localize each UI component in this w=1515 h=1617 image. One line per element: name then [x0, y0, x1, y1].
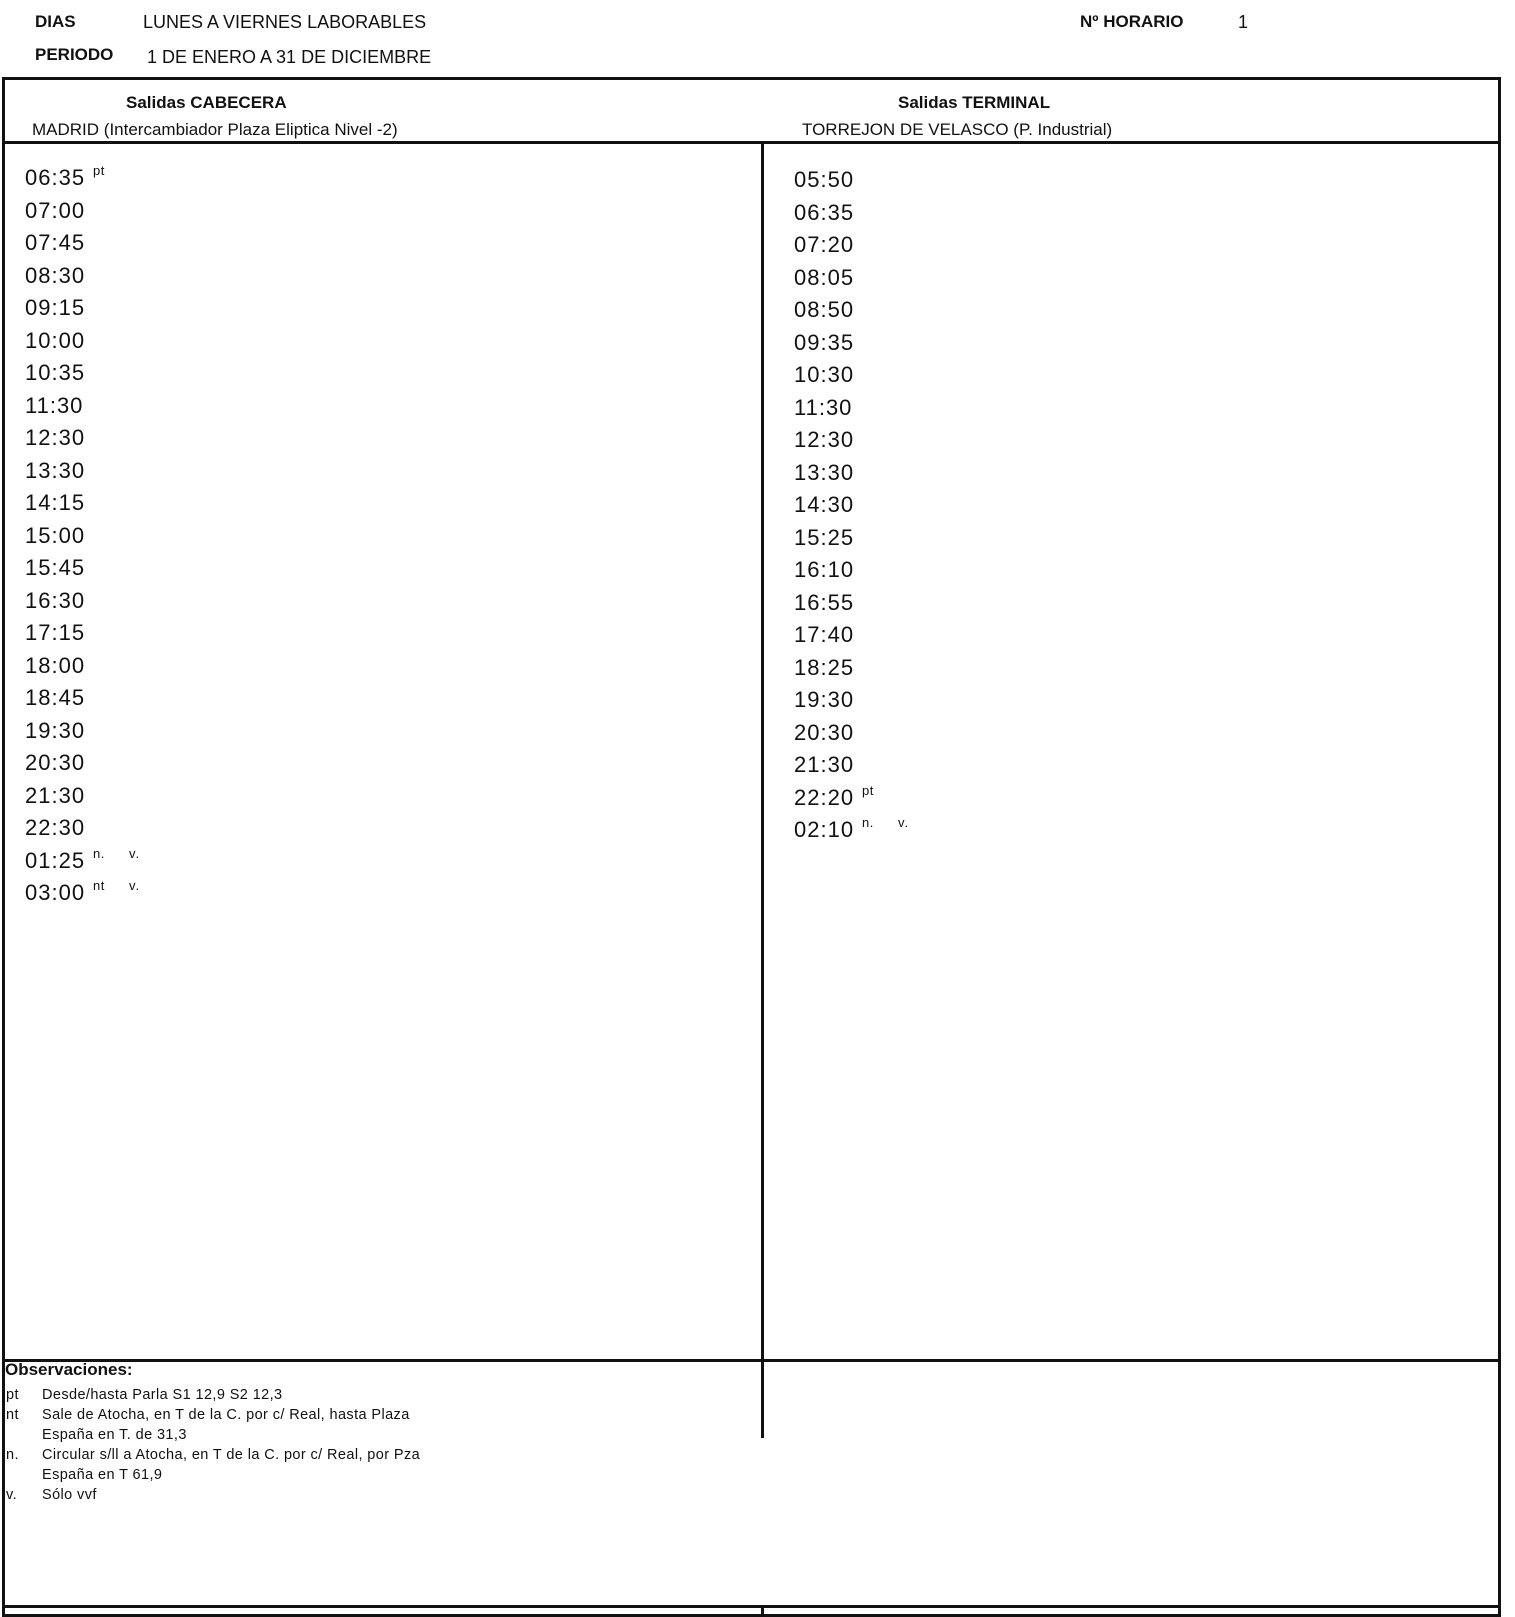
- time-note: nt: [93, 878, 105, 893]
- observation-text: Sale de Atocha, en T de la C. por c/ Real, hasta Plaza España en T. de 31,3: [42, 1407, 410, 1443]
- departure-time: 08:30: [25, 262, 86, 288]
- time-row: [25, 328, 85, 361]
- observation-item: [6, 1485, 420, 1505]
- observation-text: Sólo vvf: [42, 1487, 97, 1503]
- observation-code: nt: [6, 1407, 19, 1423]
- time-row: [794, 330, 854, 363]
- time-row: [794, 167, 854, 200]
- cabecera-title: [126, 93, 287, 113]
- departure-time: 16:10: [794, 557, 855, 582]
- departure-time: 22:30: [25, 815, 86, 840]
- departure-time: 18:25: [794, 654, 855, 680]
- departure-time: 17:40: [794, 622, 855, 647]
- time-row: [794, 297, 854, 330]
- time-row: [25, 653, 85, 686]
- cabecera-title-main: CABECERA: [190, 93, 287, 112]
- time-row: [794, 460, 854, 493]
- periodo-label: PERIODO: [35, 45, 114, 64]
- time-row: [794, 590, 854, 623]
- time-row: [794, 427, 854, 460]
- terminal-stop: TORREJON DE VELASCO (P. Industrial): [802, 120, 1113, 139]
- departure-time: 17:15: [25, 620, 86, 645]
- departure-time: 21:30: [794, 752, 855, 777]
- time-row: [794, 752, 854, 785]
- departure-time: 11:30: [25, 392, 84, 418]
- departure-time: 12:30: [794, 427, 855, 452]
- time-row: [25, 588, 85, 621]
- terminal-times-list: [794, 167, 910, 850]
- time-row: [25, 783, 85, 816]
- time-row: [794, 622, 854, 655]
- departure-time: 14:30: [794, 492, 855, 517]
- departure-time: 07:00: [25, 197, 86, 223]
- observaciones-title: Observaciones:: [5, 1360, 133, 1379]
- time-row: [25, 750, 85, 783]
- horario-value: 1: [1238, 12, 1249, 32]
- observaciones-list: [6, 1385, 420, 1505]
- observation-item: [6, 1405, 420, 1445]
- time-note: n.: [93, 845, 105, 861]
- terminal-title-main: TERMINAL: [962, 93, 1051, 112]
- observation-code: v.: [6, 1487, 18, 1503]
- time-note-secondary: v.: [129, 845, 141, 861]
- time-row: [25, 393, 85, 426]
- observation-code: pt: [6, 1387, 19, 1403]
- departure-time: 05:50: [794, 167, 855, 192]
- departure-time: 01:25: [25, 847, 86, 873]
- departure-time: 07:20: [794, 232, 855, 257]
- departure-time: 20:30: [25, 750, 86, 775]
- departure-time: 14:15: [25, 490, 86, 515]
- departure-time: 15:00: [25, 522, 86, 548]
- departure-time: 12:30: [25, 425, 86, 450]
- departure-time: 08:05: [794, 264, 855, 290]
- departure-time: 21:30: [25, 782, 86, 808]
- departure-time: 19:30: [25, 717, 86, 743]
- departure-time: 18:00: [25, 652, 86, 678]
- time-row: [25, 263, 85, 296]
- observation-code: n.: [6, 1447, 19, 1463]
- time-row: [794, 200, 854, 233]
- time-row: [794, 557, 854, 590]
- departure-time: 11:30: [794, 394, 853, 420]
- time-row: [25, 620, 85, 653]
- departure-time: 10:35: [25, 360, 86, 385]
- observation-text: Desde/hasta Parla S1 12,9 S2 12,3: [42, 1387, 283, 1403]
- departure-time: 06:35: [25, 165, 86, 190]
- time-note-secondary: v.: [898, 815, 910, 830]
- time-row: [794, 362, 854, 395]
- time-row: [794, 525, 854, 558]
- time-row: [25, 198, 85, 231]
- departure-time: 22:20: [794, 784, 855, 810]
- cabecera-title-prefix: Salidas: [126, 93, 191, 112]
- time-row: [25, 718, 85, 751]
- time-row: [25, 555, 85, 588]
- time-row: [794, 687, 854, 720]
- horario-label: Nº HORARIO: [1080, 12, 1184, 31]
- time-row: [25, 815, 85, 848]
- column-divider: [761, 143, 764, 1438]
- observations-divider: [5, 1359, 1498, 1362]
- time-row: [25, 425, 85, 458]
- time-note: n.: [862, 815, 874, 830]
- time-row: [25, 230, 85, 263]
- time-row: [25, 878, 141, 913]
- departure-time: 08:50: [794, 297, 855, 322]
- departure-time: 13:30: [794, 459, 855, 485]
- departure-time: 18:45: [25, 685, 86, 710]
- departure-time: 20:30: [794, 719, 855, 745]
- observation-text: Circular s/ll a Atocha, en T de la C. por c/ Real, por Pza España en T 61,9: [42, 1447, 421, 1483]
- departure-time: 10:30: [794, 362, 855, 387]
- time-row: [25, 490, 85, 523]
- departure-time: 09:35: [794, 329, 855, 355]
- departure-time: 10:00: [25, 327, 86, 353]
- departure-time: 02:10: [794, 817, 855, 842]
- terminal-title-prefix: Salidas: [898, 93, 963, 112]
- time-note-secondary: v.: [129, 878, 141, 893]
- terminal-title: [898, 93, 1050, 113]
- dias-value: LUNES A VIERNES LABORABLES: [143, 12, 427, 32]
- time-row: [25, 163, 105, 198]
- periodo-value: 1 DE ENERO A 31 DE DICIEMBRE: [147, 47, 432, 67]
- time-row: [25, 458, 85, 491]
- time-row: [794, 265, 854, 298]
- time-row: [25, 685, 85, 718]
- departure-time: 07:45: [25, 230, 86, 255]
- time-row: [25, 523, 85, 556]
- time-row: [794, 232, 854, 265]
- time-row: [794, 720, 854, 753]
- footer-divider: [5, 1605, 1498, 1608]
- time-row: [25, 845, 141, 881]
- time-row: [794, 815, 910, 850]
- departure-time: 13:30: [25, 457, 86, 483]
- time-note: pt: [93, 163, 105, 178]
- time-row: [794, 395, 854, 428]
- time-row: [794, 492, 854, 525]
- time-row: [25, 295, 85, 328]
- cabecera-stop: MADRID (Intercambiador Plaza Eliptica Nivel -2): [32, 120, 398, 139]
- departure-time: 16:55: [794, 589, 855, 615]
- time-row: [794, 655, 854, 688]
- departure-time: 19:30: [794, 687, 855, 712]
- departure-time: 16:30: [25, 587, 86, 613]
- departure-time: 06:35: [794, 199, 855, 225]
- departure-time: 15:25: [794, 524, 855, 550]
- header-divider: [5, 141, 1498, 144]
- time-note: pt: [862, 782, 874, 798]
- dias-label: DIAS: [35, 12, 76, 31]
- time-row: [794, 782, 874, 818]
- observation-item: [6, 1445, 420, 1485]
- cabecera-times-list: [25, 163, 141, 913]
- time-row: [25, 360, 85, 393]
- departure-time: 03:00: [25, 880, 86, 905]
- departure-time: 15:45: [25, 555, 86, 580]
- observation-item: [6, 1385, 420, 1405]
- departure-time: 09:15: [25, 295, 86, 320]
